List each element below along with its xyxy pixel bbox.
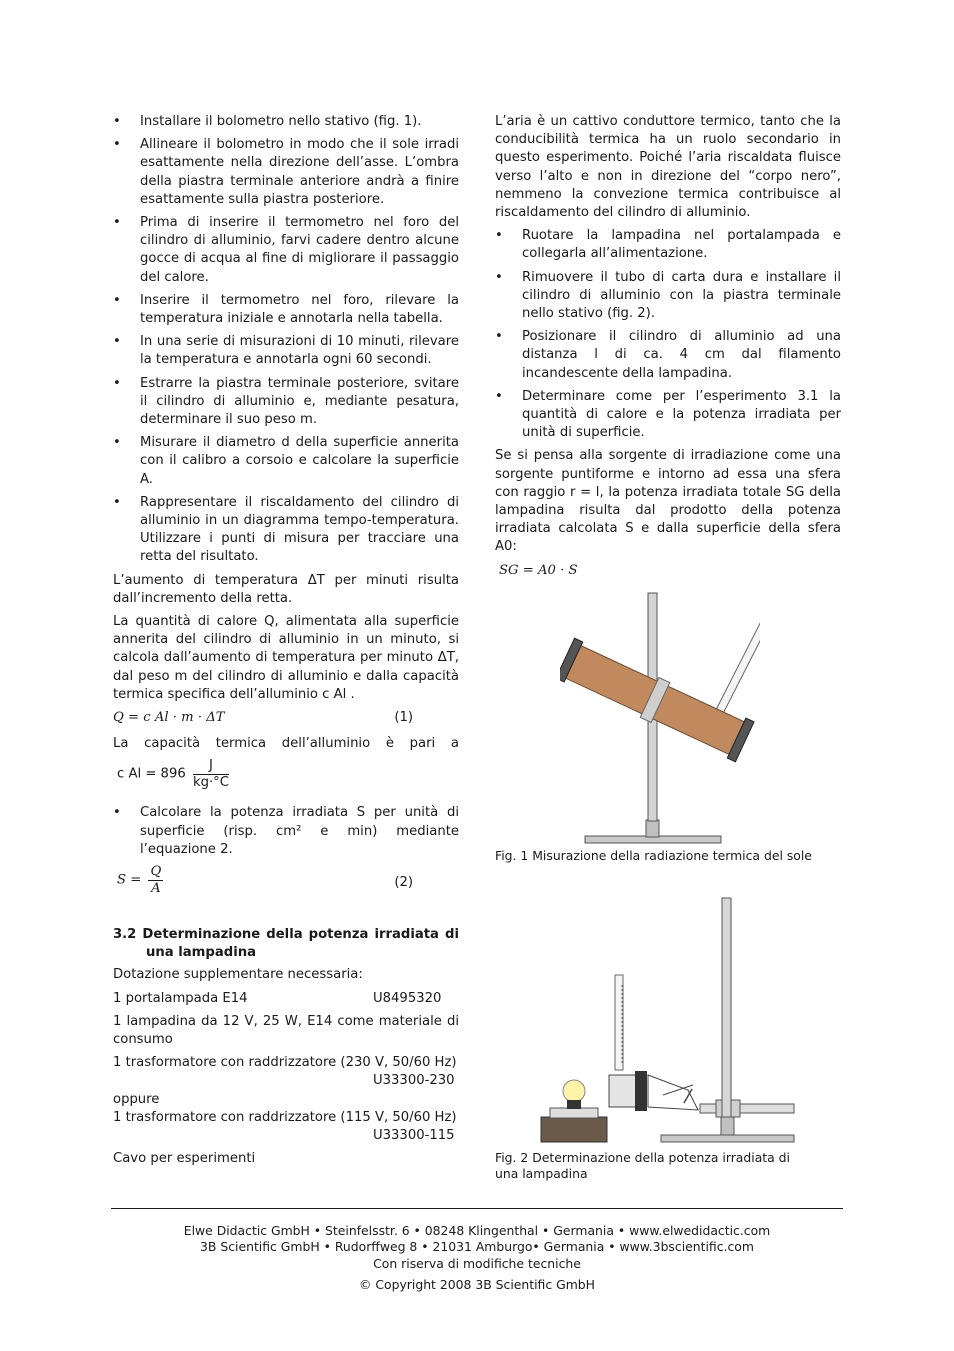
paragraph: Se si pensa alla sorgente di irradiazione come una sorgente puntiforme e intorno ad essa una sfera con raggio r = l, la potenza irradiata totale SG della lampadina risulta dal prodotto della potenza irradiata calcolata S e dalla superficie della sfera A0: [495,448,841,555]
heat-capacity-formula [117,758,459,798]
equipment-name: 1 trasformatore con raddrizzatore (230 V, 50/60 Hz) [113,1055,457,1071]
equipment-code: U33300-115 [373,1127,455,1143]
list-item: • Allineare il bolometro in modo che il sole irradi esattamente nella direzione dell’asse. L’ombra della piastra terminale anteriore andrà a finire esattamente sulla piastra posteriore. [113,136,459,209]
section-heading: 3.2 Determinazione della potenza irradiata di una lampadina [113,926,459,961]
list-item: • Installare il bolometro nello stativo (fig. 1). [113,113,459,131]
equipment-item: Cavo per esperimenti [113,1151,256,1167]
equipment-name: 1 portalampada E14 [113,990,248,1006]
equation-2-denominator: A [151,880,161,896]
paragraph: L’aria è un cattivo conduttore termico, tanto che la conducibilità termica ha un ruolo secondario in questo esperimento. Poiché l’aria riscaldata fluisce verso l’alto e non in direzione del “corpo nero”, nemmeno la convezione termica contribuisce al riscaldamento del cilindro di alluminio. [495,114,841,221]
list-item: • Rappresentare il riscaldamento del cilindro di alluminio in un diagramma tempo-temperatura. Utilizzare i punti di misura per tracciare una retta del risultato. [113,494,459,567]
equation-2-number: (2) [394,874,413,890]
paragraph: oppure [113,1091,160,1107]
instruction-list [495,227,841,442]
formula-fraction [193,758,229,791]
list-item: • Prima di inserire il termometro nel foro del cilindro di alluminio, farvi cadere dentro alcune gocce di acqua al fine di migliorare il passaggio del calore. [113,214,459,287]
list-item: • In una serie di misurazioni di 10 minuti, rilevare la temperatura e annotarla ogni 60 secondi. [113,333,459,369]
instruction-list [113,113,459,567]
list-item: • Rimuovere il tubo di carta dura e installare il cilindro di alluminio con la piastra terminale nello stativo (fig. 2). [495,269,841,324]
list-item: • Ruotare la lampadina nel portalampada e collegarla all’alimentazione. [495,227,841,263]
equipment-code: U33300-230 [373,1073,455,1089]
footer-notice: Con riserva di modifiche tecniche [373,1256,581,1271]
footer-address-1: Elwe Didactic GmbH • Steinfelsstr. 6 • 08248 Klingenthal • Germania • www.elwedidactic.com [183,1223,771,1238]
equipment-item [113,1109,459,1145]
formula-numerator: J [193,758,229,775]
list-item: • Inserire il termometro nel foro, rilevare la temperatura iniziale e annotarla nella tabella. [113,292,459,328]
figure-1-caption: Fig. 1 Misurazione della radiazione termica del sole [495,848,812,863]
equipment-name: 1 trasformatore con raddrizzatore (115 V, 50/60 Hz) [113,1109,457,1125]
paragraph: L’aumento di temperatura ΔT per minuti risulta dall’incremento della retta. [113,572,459,606]
figure-2-caption: Fig. 2 Determinazione della potenza irradiata di una lampadina [495,1150,790,1181]
figure-1-illustration [560,590,760,845]
footer-copyright: © Copyright 2008 3B Scientific GmbH [359,1277,595,1292]
equipment-item [113,1054,459,1090]
left-column [113,113,459,1173]
equation-2-lhs: S = [117,872,142,888]
equation-1 [113,709,459,731]
instruction-list-2 [113,804,459,859]
list-item: • Calcolare la potenza irradiata S per unità di superficie (risp. cm² e min) mediante l’equazione 2. [113,804,459,859]
paragraph: La capacità termica dell’alluminio è pari a [113,736,459,752]
paragraph: Dotazione supplementare necessaria: [113,967,363,983]
list-item: • Estrarre la piastra terminale posteriore, svitare il cilindro di alluminio e, mediante pesatura, determinare il suo peso m. [113,375,459,430]
equation-3: SG = A0 · S [499,562,578,578]
equation-2 [117,864,459,904]
equipment-code: U8495320 [373,990,442,1006]
formula-lhs: c Al = 896 [117,766,186,782]
footer-divider [111,1208,843,1209]
equipment-item [113,990,459,1008]
paragraph: La quantità di calore Q, alimentata alla superficie annerita del cilindro di alluminio in un minuto, si calcola dall’aumento di temperatura per minuto ΔT, dal peso m del cilindro di alluminio e dalla capacità termica specifica dell’alluminio c Al . [113,614,459,702]
figure-2-illustration [538,895,800,1145]
equipment-item: 1 lampadina da 12 V, 25 W, E14 come materiale di consumo [113,1013,459,1047]
equation-1-number: (1) [394,710,413,726]
list-item: • Misurare il diametro d della superficie annerita con il calibro a corsoio e calcolare la superficie A. [113,434,459,489]
footer-address-2: 3B Scientific GmbH • Rudorffweg 8 • 21031 Amburgo• Germania • www.3bscientific.com [200,1239,754,1254]
formula-denominator: kg·°C [192,775,229,791]
equation-2-fraction [148,864,163,897]
equation-1-body: Q = c Al · m · ΔT [113,710,225,726]
list-item: • Determinare come per l’esperimento 3.1 la quantità di calore e la potenza irradiata per unità di superficie. [495,388,841,443]
list-item: • Posizionare il cilindro di alluminio ad una distanza l di ca. 4 cm dal filamento incandescente della lampadina. [495,328,841,383]
equation-2-numerator: Q [150,863,162,879]
right-column [495,113,841,580]
